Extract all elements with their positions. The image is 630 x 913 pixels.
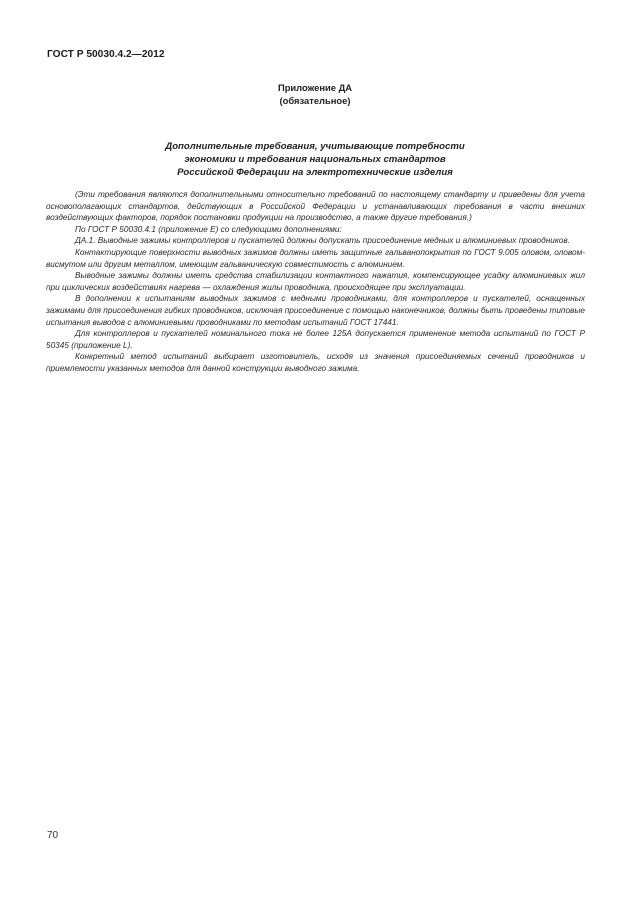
annex-heading	[0, 82, 630, 107]
paragraph-test-method: Для контроллеров и пускателей номинального тока не более 125А допускается применение метода испытаний по ГОСТ Р 50345 (приложение L).	[46, 329, 585, 350]
section-title-line-2: экономики и требования национальных стандартов	[184, 154, 446, 166]
section-title-line-3: Российской Федерации на электротехнические изделия	[177, 167, 453, 179]
annex-body	[46, 189, 585, 375]
document-id-header: ГОСТ Р 50030.4.2—2012	[47, 49, 165, 60]
paragraph-testing: В дополнении к испытаниям выводных зажимов с медными проводниками, для контроллеров и пускателей, оснащенных зажимами для присоединения гибких проводников, исключая присоединение с помощью наконечников, должны быть проведены типовые испытания выводов с алюминиевыми проводниками по методам испытаний ГОСТ 17441.	[46, 294, 585, 327]
section-title	[0, 140, 630, 180]
annex-status: (обязательное)	[279, 94, 351, 106]
paragraph-method-choice: Конкретный метод испытаний выбирает изготовитель, исходя из значения присоединяемых сечений проводников и приемлемости указанных методов для данной конструкции выводного зажима.	[46, 352, 585, 373]
page-number: 70	[47, 830, 59, 841]
paragraph-contact-surfaces: Контактирующие поверхности выводных зажимов должны иметь защитные гальванопокрытия по ГОСТ 9.005 оловом, оловом-висмутом или другим металлом, имеющим гальваническую совместимость с алюминием.	[46, 247, 585, 269]
paragraph-da1: ДА.1. Выводные зажимы контроллеров и пускателей должны допускать присоединение медных и алюминиевых проводников.	[75, 236, 570, 246]
paragraph-reference: По ГОСТ Р 50030.4.1 (приложение Е) со следующими дополнениями:	[75, 224, 342, 234]
section-title-line-1: Дополнительные требования, учитывающие потребности	[165, 141, 465, 152]
paragraph-stabilization: Выводные зажимы должны иметь средства стабилизации контактного нажатия, компенсирующее усадку алюминиевых жил при циклических воздействиях нагрева — охлаждения жилы проводника, происходящее при эксплуатации.	[46, 271, 585, 292]
paragraph-intro-note: (Эти требования являются дополнительными относительно требований по настоящему стандарту и приведены для учета основополагающих стандартов, действующих в Российской Федерации и устанавливающих требования в части внешних воздействующих факторов, порядок постановки продукции на производство, а также другие требования.)	[46, 190, 585, 223]
annex-title: Приложение ДА	[277, 82, 353, 93]
